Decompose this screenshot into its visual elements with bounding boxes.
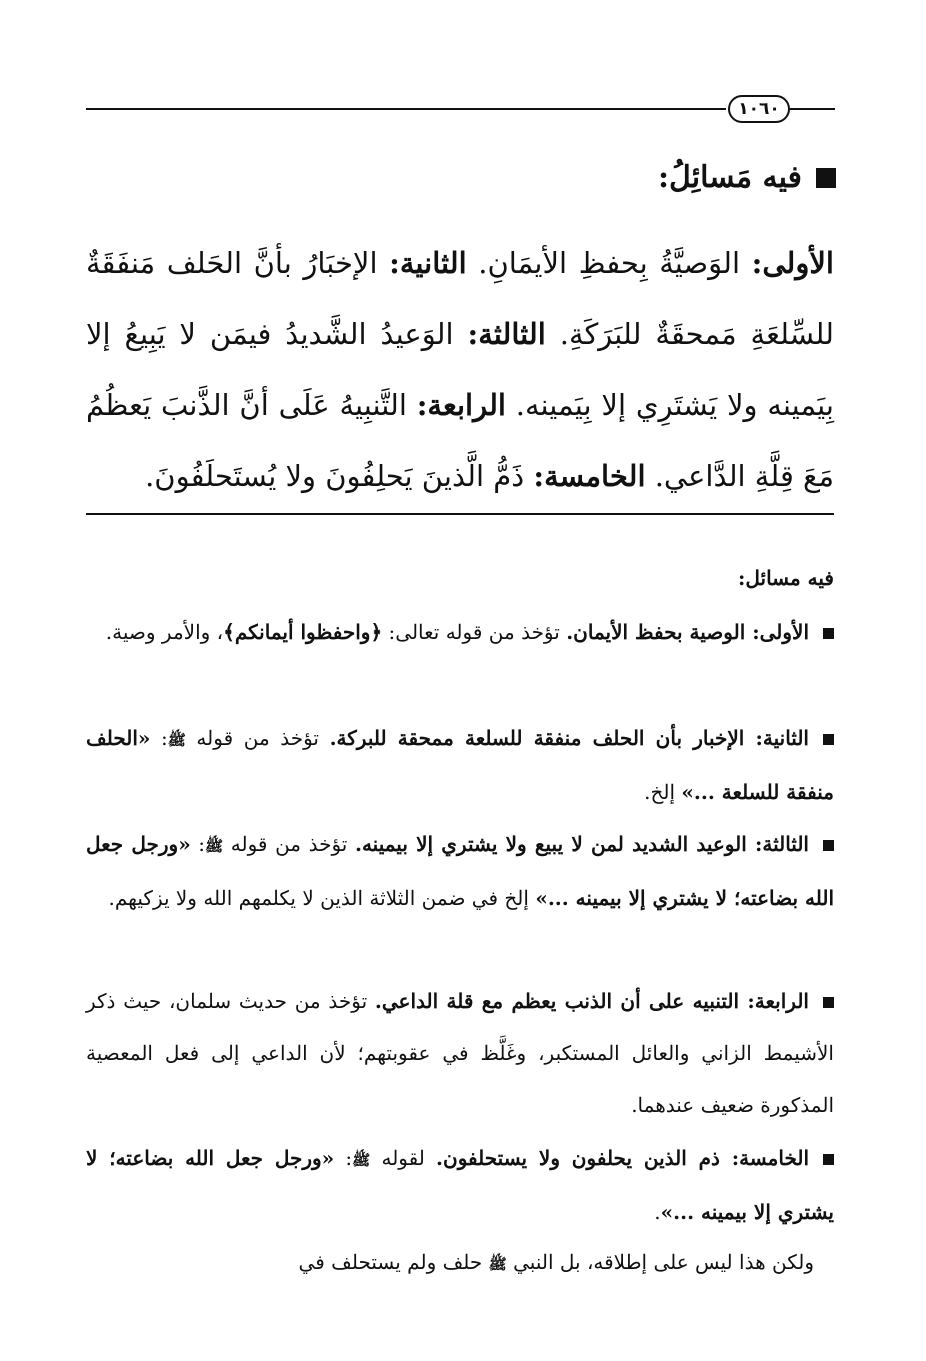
commentary-5-text-end: . — [654, 1200, 661, 1224]
issue-text-4: التَّنبِيهُ عَلَى أنَّ الذَّنبَ يَعظُمُ مَعَ قِلَّةِ الدَّاعي. — [86, 388, 834, 493]
commentary-4-title: الرابعة: التنبيه على أن الذنب يعظم مع قلة الداعي. — [374, 989, 809, 1013]
commentary-1-quote: ﴿واحفظوا أيمانكم﴾ — [223, 620, 383, 644]
section-divider — [86, 513, 834, 515]
commentary-5-quote: «ورجل جعل الله بضاعته؛ لا يشتري إلا بيمينه ...» — [86, 1146, 834, 1224]
commentary-1-text-end: ، والأمر وصية. — [105, 620, 224, 644]
commentary-3-text-end: إلخ في ضمن الثلاثة الذين لا يكلمهم الله ولا يزكيهم. — [108, 886, 536, 910]
commentary-2-text-end: إلخ. — [644, 780, 682, 804]
commentary-paragraph-4 — [86, 975, 834, 1131]
commentary-3-quote: «ورجل جعل الله بضاعته؛ لا يشتري إلا بيمينه ...» — [86, 832, 834, 910]
commentary-4-text: تؤخذ من حديث سلمان، حيث ذكر الأشيمط الزاني والعائل المستكبر، وغَلَّظ في عقوبتهم؛ لأن الداعي إلى فعل المعصية المذكورة ضعيف عندهما. — [86, 989, 834, 1117]
commentary-1-title: الأولى: الوصية بحفظ الأيمان. — [566, 620, 809, 644]
commentary-3-colon: : — [190, 832, 206, 856]
page-number: ١٠٦٠ — [728, 95, 790, 123]
issue-text-2: الإخبَارُ بأنَّ الحَلف مَنفَقَةٌ للسِّلعَةِ مَمحقَةٌ للبَرَكَةِ. — [86, 246, 834, 351]
salutation-glyph: ﷺ — [205, 837, 224, 855]
commentary-paragraph-3 — [86, 818, 834, 924]
issue-label-4: الرابعة: — [416, 388, 506, 422]
issue-label-2: الثانية: — [389, 246, 467, 280]
commentary-5-text: لقوله — [370, 1146, 437, 1170]
issue-label-1: الأولى: — [751, 246, 834, 280]
commentary-5-colon: : — [334, 1146, 353, 1170]
commentary-paragraph-6 — [86, 1236, 834, 1290]
salutation-glyph: ﷺ — [167, 731, 186, 749]
issue-text-1: الوَصيَّةُ بِحفظِ الأيمَانِ. — [466, 246, 752, 280]
salutation-glyph: ﷺ — [352, 1151, 371, 1169]
commentary-paragraph-5 — [86, 1132, 834, 1238]
issue-text-5: ذَمُّ الَّذينَ يَحلِفُونَ ولا يُستَحلَفُونَ. — [145, 459, 534, 493]
square-bullet-icon — [823, 628, 834, 639]
salutation-glyph: ﷺ — [488, 1255, 507, 1273]
issue-label-3: الثالثة: — [467, 317, 546, 351]
square-bullet-icon — [823, 840, 834, 851]
commentary-6-text-end: حلف ولم يستحلف في — [298, 1250, 489, 1274]
commentary-2-title: الثانية: الإخبار بأن الحلف منفقة للسلعة ممحقة للبركة. — [329, 726, 809, 750]
main-paragraph — [86, 228, 834, 512]
commentary-5-title: الخامسة: ذم الذين يحلفون ولا يستحلفون. — [436, 1146, 810, 1170]
commentary-2-colon: : — [150, 726, 168, 750]
commentary-paragraph-1 — [86, 606, 834, 658]
commentary-3-text: تؤخذ من قوله — [223, 832, 355, 856]
square-bullet-icon — [823, 734, 834, 745]
square-bullet-icon — [823, 997, 834, 1008]
commentary-3-title: الثالثة: الوعيد الشديد لمن لا يبيع ولا يشتري إلا بيمينه. — [354, 832, 809, 856]
issue-label-5: الخامسة: — [533, 459, 646, 493]
commentary-2-quote: «الحلف منفقة للسلعة ...» — [86, 726, 834, 804]
square-bullet-icon — [816, 168, 836, 188]
commentary-2-text: تؤخذ من قوله — [185, 726, 330, 750]
commentary-heading: فيه مسائل: — [737, 566, 834, 590]
square-bullet-icon — [823, 1154, 834, 1165]
issue-text-3: الوَعيدُ الشَّديدُ فيمَن لا يَبِيعُ إلا بِيَمينه ولا يَشتَرِي إلا بِيَمينه. — [86, 317, 834, 422]
main-heading — [658, 160, 836, 195]
commentary-6-text: ولكن هذا ليس على إطلاقه، بل النبي — [506, 1250, 814, 1274]
commentary-1-text: تؤخذ من قوله تعالى: — [382, 620, 567, 644]
commentary-paragraph-2 — [86, 712, 834, 818]
header-rule-right — [790, 108, 835, 110]
header-rule-left — [86, 108, 726, 110]
main-heading-text: فيه مَسائِلُ: — [657, 160, 802, 195]
